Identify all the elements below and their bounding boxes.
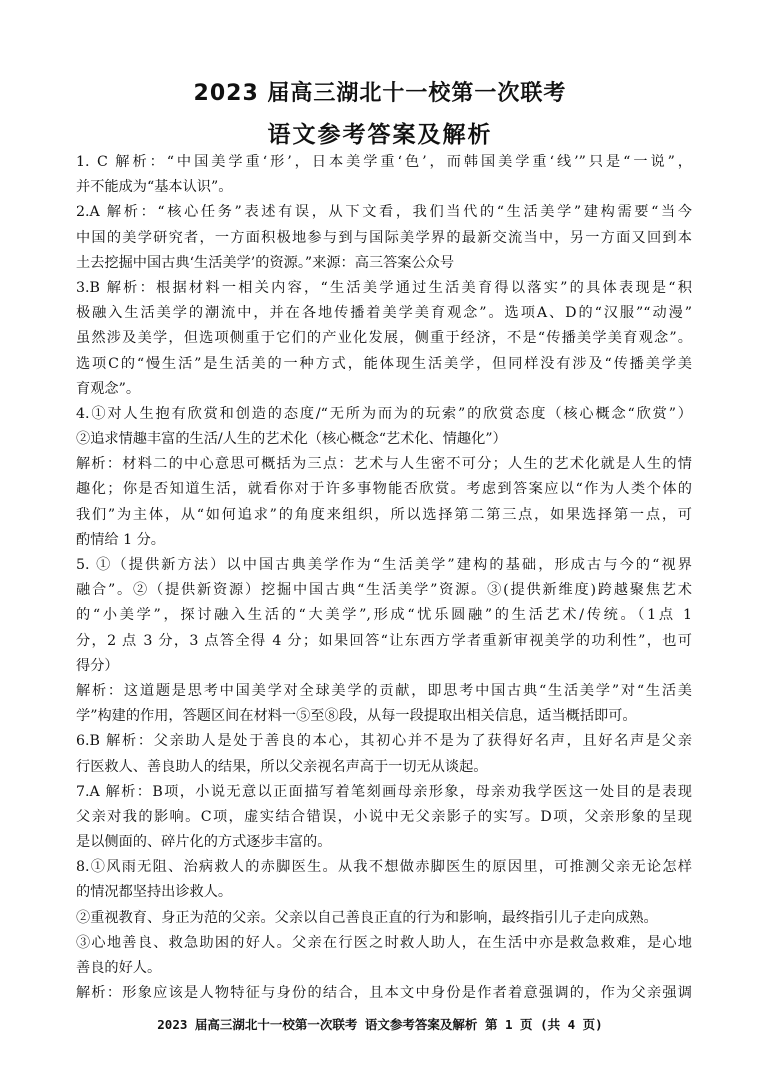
text-line: 融合”。②（提供新资源）挖掘中国古典“生活美学”资源。③(提供新维度)跨越聚焦艺术 <box>76 582 692 599</box>
text-line: 选项C的“慢生活”是生活美的一种方式，能体现生活美学，但同样没有涉及“传播美学美 <box>76 355 692 372</box>
text-line: 酌情给 1 分。 <box>76 531 165 548</box>
text-line: 6.B 解析：父亲助人是处于善良的本心，其初心并不是为了获得好名声，且好名声是父亲 <box>76 733 692 750</box>
text-line: 4.①对人生抱有欣赏和创造的态度/“无所为而为的玩索”的欣赏态度（核心概念“欣赏”） <box>76 405 692 422</box>
text-line: 虽然涉及美学，但选项侧重于它们的产业化发展，侧重于经济，不是“传播美学美育观念”。 <box>76 330 692 347</box>
text-line: 2.A 解析：“核心任务”表述有误，从下文看，我们当代的“生活美学”建构需要“当今 <box>76 204 692 221</box>
text-line: 分，2 点 3 分，3 点答全得 4 分；如果回答“让东西方学者重新审视美学的功利性”，也可 <box>76 632 692 649</box>
text-line: 的“小美学”，探讨融入生活的“大美学”,形成“忧乐圆融”的生活艺术/传统。（1点 1 <box>76 607 692 624</box>
text-line: 1. C 解析：“中国美学重‘形’，日本美学重‘色’，而韩国美学重‘线’”只是“一说”， <box>76 154 692 170</box>
text-line: 育观念”。 <box>76 380 141 397</box>
text-line: 解析：材料二的中心意思可概括为三点：艺术与人生密不可分；人生的艺术化就是人生的情 <box>76 456 692 473</box>
text-line: ②重视教育、身正为范的父亲。父亲以自己善良正直的行为和影响，最终指引儿子走向成熟。 <box>76 909 658 926</box>
text-line: 解析：形象应该是人物特征与身份的结合，且本文中身份是作者着意强调的，作为父亲强调 <box>76 985 692 1002</box>
text-line: ②追求情趣丰富的生活/人生的艺术化（核心概念“艺术化、情趣化”） <box>76 431 507 448</box>
text-line: 行医救人、善良助人的结果，所以父亲视名声高于一切无从谈起。 <box>76 758 488 775</box>
text-line: 并不能成为“基本认识”。 <box>76 179 233 196</box>
text-line: 善良的好人。 <box>76 960 162 976</box>
text-line: 极融入生活美学的潮流中，并在各地传播着美学美育观念”。选项A、D的“汉服”“动漫” <box>76 305 692 322</box>
page-footer: 2023 届高三湖北十一校第一次联考 语文参考答案及解析 第 1 页 (共 4 页) <box>157 1017 603 1032</box>
text-line: 解析：这道题是思考中国美学对全球美学的贡献，即思考中国古典“生活美学”对“生活美 <box>76 682 692 699</box>
text-line: 学”构建的作用，答题区间在材料一⑤至⑧段，从每一段提取出相关信息，适当概括即可。 <box>76 708 637 725</box>
text-line: 父亲对我的影响。C项，虚实结合错误，小说中无父亲影子的实写。D项，父亲形象的呈现 <box>76 808 692 825</box>
answer-body <box>76 150 692 1006</box>
text-line: 得分） <box>76 657 119 674</box>
text-line: 趣化；你是否知道生活，就看你对于许多事物能否欣赏。考虑到答案应以“作为人类个体的 <box>76 481 692 498</box>
text-line: 7.A 解析：B项，小说无意以正面描写着笔刻画母亲形象，母亲劝我学医这一处目的是表现 <box>76 783 692 800</box>
text-line: 我们”为主体，从“如何追求”的角度来组织，所以选择第二第三点，如果选择第一点，可 <box>76 506 692 523</box>
text-line: 中国的美学研究者，一方面积极地参与到与国际美学界的最新交流当中，另一方面又回到本 <box>76 229 692 246</box>
text-line: 是以侧面的、碎片化的方式逐步丰富的。 <box>76 834 332 851</box>
text-line: 的情况都坚持出诊救人。 <box>76 884 233 901</box>
text-line: ③心地善良、救急助困的好人。父亲在行医之时救人助人，在生活中亦是救急救难，是心地 <box>76 934 692 951</box>
text-line: 土去挖掘中国古典‘生活美学’的资源。”来源：高三答案公众号 <box>76 254 455 271</box>
document-subtitle: 语文参考答案及解析 <box>267 122 493 148</box>
text-line: 8.①风雨无阻、治病救人的赤脚医生。从我不想做赤脚医生的原因里，可推测父亲无论怎样 <box>76 859 692 876</box>
document-title: 2023 届高三湖北十一校第一次联考 <box>193 81 567 106</box>
text-line: 3.B 解析：根据材料一相关内容，“生活美学通过生活美育得以落实”的具体表现是“积 <box>76 279 692 296</box>
text-line: 5. ①（提供新方法）以中国古典美学作为“生活美学”建构的基础，形成古与今的“视界 <box>76 557 692 573</box>
